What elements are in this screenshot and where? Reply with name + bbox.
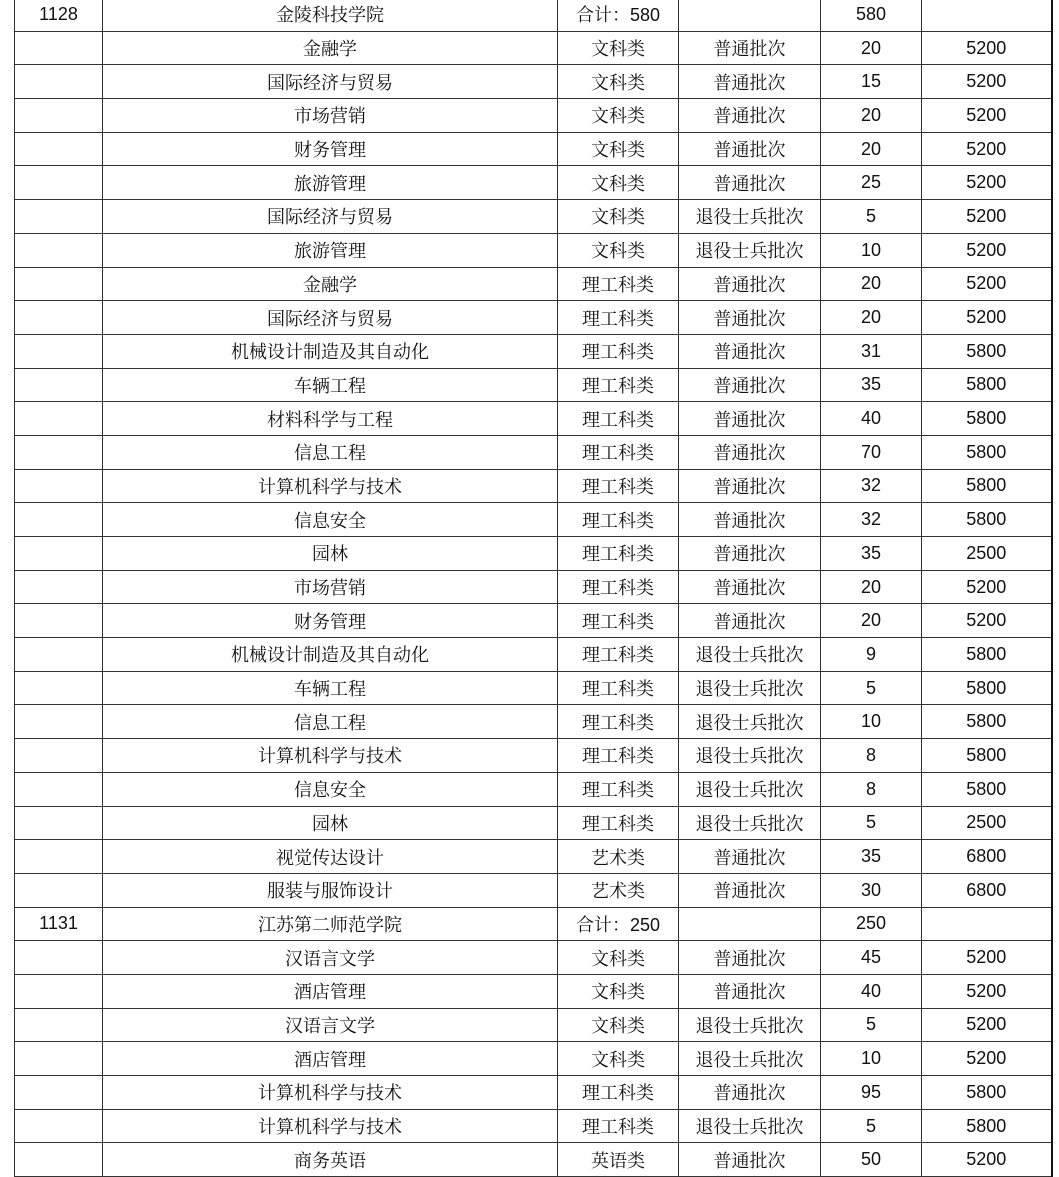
plan-count-cell: 5 bbox=[821, 200, 922, 234]
plan-count-cell: 20 bbox=[821, 604, 922, 638]
category-cell: 理工科类 bbox=[558, 537, 679, 571]
tuition-fee-cell: 5800 bbox=[922, 705, 1052, 739]
category-cell: 理工科类 bbox=[558, 638, 679, 672]
major-name-cell: 江苏第二师范学院 bbox=[103, 907, 558, 941]
major-name-cell: 视觉传达设计 bbox=[103, 840, 558, 874]
school-code-cell bbox=[15, 132, 103, 166]
major-name-cell: 计算机科学与技术 bbox=[103, 1109, 558, 1143]
plan-count-cell: 250 bbox=[821, 907, 922, 941]
school-code-cell bbox=[15, 166, 103, 200]
batch-cell: 普通批次 bbox=[679, 537, 821, 571]
tuition-fee-cell: 5800 bbox=[922, 334, 1052, 368]
category-cell: 文科类 bbox=[558, 1042, 679, 1076]
tuition-fee-cell: 5800 bbox=[922, 1109, 1052, 1143]
category-cell: 文科类 bbox=[558, 166, 679, 200]
major-name-cell: 金融学 bbox=[103, 31, 558, 65]
table-row bbox=[15, 334, 1052, 368]
category-cell: 理工科类 bbox=[558, 1076, 679, 1110]
school-code-cell bbox=[15, 671, 103, 705]
table-row bbox=[15, 671, 1052, 705]
plan-count-cell: 25 bbox=[821, 166, 922, 200]
table-row bbox=[15, 604, 1052, 638]
category-cell: 理工科类 bbox=[558, 469, 679, 503]
major-name-cell: 国际经济与贸易 bbox=[103, 200, 558, 234]
plan-count-cell: 5 bbox=[821, 806, 922, 840]
major-name-cell: 计算机科学与技术 bbox=[103, 469, 558, 503]
plan-count-cell: 15 bbox=[821, 65, 922, 99]
school-code-cell bbox=[15, 435, 103, 469]
major-name-cell: 机械设计制造及其自动化 bbox=[103, 638, 558, 672]
table-row bbox=[15, 301, 1052, 335]
tuition-fee-cell: 5200 bbox=[922, 31, 1052, 65]
tuition-fee-cell: 5200 bbox=[922, 604, 1052, 638]
batch-cell: 普通批次 bbox=[679, 99, 821, 133]
school-code-cell bbox=[15, 772, 103, 806]
major-name-cell: 服装与服饰设计 bbox=[103, 873, 558, 907]
plan-count-cell: 20 bbox=[821, 570, 922, 604]
batch-cell: 普通批次 bbox=[679, 941, 821, 975]
batch-cell: 普通批次 bbox=[679, 604, 821, 638]
school-code-cell bbox=[15, 537, 103, 571]
category-cell: 理工科类 bbox=[558, 267, 679, 301]
tuition-fee-cell: 5200 bbox=[922, 166, 1052, 200]
school-code-cell bbox=[15, 200, 103, 234]
school-code-cell bbox=[15, 267, 103, 301]
tuition-fee-cell: 5200 bbox=[922, 200, 1052, 234]
category-cell: 理工科类 bbox=[558, 301, 679, 335]
category-cell: 文科类 bbox=[558, 31, 679, 65]
major-name-cell: 财务管理 bbox=[103, 132, 558, 166]
table-row bbox=[15, 31, 1052, 65]
school-code-cell bbox=[15, 233, 103, 267]
batch-cell: 普通批次 bbox=[679, 503, 821, 537]
plan-count-cell: 40 bbox=[821, 974, 922, 1008]
tuition-fee-cell: 5200 bbox=[922, 1143, 1052, 1177]
batch-cell: 普通批次 bbox=[679, 435, 821, 469]
plan-count-cell: 35 bbox=[821, 840, 922, 874]
tuition-fee-cell: 5800 bbox=[922, 739, 1052, 773]
major-name-cell: 市场营销 bbox=[103, 99, 558, 133]
major-name-cell: 国际经济与贸易 bbox=[103, 301, 558, 335]
school-code-cell bbox=[15, 1008, 103, 1042]
category-cell: 文科类 bbox=[558, 99, 679, 133]
batch-cell: 退役士兵批次 bbox=[679, 1008, 821, 1042]
table-row bbox=[15, 941, 1052, 975]
plan-count-cell: 95 bbox=[821, 1076, 922, 1110]
table-row bbox=[15, 705, 1052, 739]
category-cell: 理工科类 bbox=[558, 705, 679, 739]
table-row bbox=[15, 435, 1052, 469]
plan-count-cell: 20 bbox=[821, 132, 922, 166]
major-name-cell: 信息安全 bbox=[103, 772, 558, 806]
school-code-cell bbox=[15, 570, 103, 604]
plan-count-cell: 45 bbox=[821, 941, 922, 975]
school-code-cell bbox=[15, 604, 103, 638]
school-total-row bbox=[15, 0, 1052, 31]
plan-count-cell: 20 bbox=[821, 267, 922, 301]
category-cell: 文科类 bbox=[558, 1008, 679, 1042]
major-name-cell: 商务英语 bbox=[103, 1143, 558, 1177]
tuition-fee-cell: 5200 bbox=[922, 974, 1052, 1008]
school-code-cell bbox=[15, 705, 103, 739]
batch-cell: 普通批次 bbox=[679, 31, 821, 65]
school-code-cell bbox=[15, 31, 103, 65]
table-row bbox=[15, 166, 1052, 200]
major-name-cell: 车辆工程 bbox=[103, 671, 558, 705]
table-body bbox=[15, 0, 1052, 1177]
plan-count-cell: 8 bbox=[821, 772, 922, 806]
category-cell: 理工科类 bbox=[558, 570, 679, 604]
school-code-cell bbox=[15, 974, 103, 1008]
plan-count-cell: 5 bbox=[821, 1008, 922, 1042]
table-row bbox=[15, 739, 1052, 773]
batch-cell: 普通批次 bbox=[679, 267, 821, 301]
category-cell: 文科类 bbox=[558, 132, 679, 166]
category-cell: 艺术类 bbox=[558, 840, 679, 874]
major-name-cell: 国际经济与贸易 bbox=[103, 65, 558, 99]
table-row bbox=[15, 503, 1052, 537]
category-cell: 理工科类 bbox=[558, 604, 679, 638]
school-code-cell: 1128 bbox=[15, 0, 103, 31]
batch-cell: 普通批次 bbox=[679, 65, 821, 99]
category-cell: 理工科类 bbox=[558, 402, 679, 436]
batch-cell: 普通批次 bbox=[679, 1143, 821, 1177]
batch-cell: 普通批次 bbox=[679, 974, 821, 1008]
tuition-fee-cell: 5200 bbox=[922, 941, 1052, 975]
category-cell: 合计：580 bbox=[558, 0, 679, 31]
tuition-fee-cell: 2500 bbox=[922, 537, 1052, 571]
tuition-fee-cell: 6800 bbox=[922, 873, 1052, 907]
major-name-cell: 财务管理 bbox=[103, 604, 558, 638]
table-row bbox=[15, 772, 1052, 806]
school-code-cell bbox=[15, 99, 103, 133]
batch-cell: 退役士兵批次 bbox=[679, 772, 821, 806]
table-row bbox=[15, 402, 1052, 436]
batch-cell bbox=[679, 907, 821, 941]
plan-count-cell: 32 bbox=[821, 503, 922, 537]
table-row bbox=[15, 368, 1052, 402]
batch-cell: 普通批次 bbox=[679, 840, 821, 874]
major-name-cell: 金陵科技学院 bbox=[103, 0, 558, 31]
plan-count-cell: 32 bbox=[821, 469, 922, 503]
batch-cell: 普通批次 bbox=[679, 469, 821, 503]
major-name-cell: 信息工程 bbox=[103, 705, 558, 739]
category-cell: 艺术类 bbox=[558, 873, 679, 907]
batch-cell: 普通批次 bbox=[679, 166, 821, 200]
category-cell: 理工科类 bbox=[558, 671, 679, 705]
batch-cell: 普通批次 bbox=[679, 873, 821, 907]
tuition-fee-cell: 5200 bbox=[922, 301, 1052, 335]
major-name-cell: 材料科学与工程 bbox=[103, 402, 558, 436]
batch-cell: 退役士兵批次 bbox=[679, 739, 821, 773]
category-cell: 理工科类 bbox=[558, 368, 679, 402]
table-row bbox=[15, 65, 1052, 99]
school-code-cell bbox=[15, 1109, 103, 1143]
category-cell: 理工科类 bbox=[558, 1109, 679, 1143]
plan-count-cell: 5 bbox=[821, 1109, 922, 1143]
batch-cell: 退役士兵批次 bbox=[679, 705, 821, 739]
plan-count-cell: 35 bbox=[821, 368, 922, 402]
major-name-cell: 信息工程 bbox=[103, 435, 558, 469]
plan-count-cell: 9 bbox=[821, 638, 922, 672]
school-code-cell bbox=[15, 469, 103, 503]
school-code-cell bbox=[15, 368, 103, 402]
major-name-cell: 旅游管理 bbox=[103, 233, 558, 267]
batch-cell: 普通批次 bbox=[679, 301, 821, 335]
table-row bbox=[15, 1143, 1052, 1177]
table-row bbox=[15, 1008, 1052, 1042]
batch-cell: 普通批次 bbox=[679, 132, 821, 166]
plan-count-cell: 20 bbox=[821, 301, 922, 335]
school-code-cell bbox=[15, 65, 103, 99]
major-name-cell: 金融学 bbox=[103, 267, 558, 301]
table-row bbox=[15, 267, 1052, 301]
batch-cell: 退役士兵批次 bbox=[679, 200, 821, 234]
plan-count-cell: 31 bbox=[821, 334, 922, 368]
major-name-cell: 汉语言文学 bbox=[103, 941, 558, 975]
table-row bbox=[15, 806, 1052, 840]
plan-count-cell: 35 bbox=[821, 537, 922, 571]
table-row bbox=[15, 1109, 1052, 1143]
batch-cell: 退役士兵批次 bbox=[679, 806, 821, 840]
school-code-cell bbox=[15, 301, 103, 335]
major-name-cell: 市场营销 bbox=[103, 570, 558, 604]
batch-cell: 退役士兵批次 bbox=[679, 233, 821, 267]
plan-count-cell: 30 bbox=[821, 873, 922, 907]
tuition-fee-cell bbox=[922, 0, 1052, 31]
table-row bbox=[15, 99, 1052, 133]
plan-count-cell: 50 bbox=[821, 1143, 922, 1177]
tuition-fee-cell: 5200 bbox=[922, 132, 1052, 166]
tuition-fee-cell: 5200 bbox=[922, 267, 1052, 301]
school-code-cell bbox=[15, 739, 103, 773]
category-cell: 理工科类 bbox=[558, 334, 679, 368]
tuition-fee-cell: 5800 bbox=[922, 772, 1052, 806]
plan-count-cell: 10 bbox=[821, 705, 922, 739]
batch-cell: 退役士兵批次 bbox=[679, 638, 821, 672]
major-name-cell: 车辆工程 bbox=[103, 368, 558, 402]
category-cell: 文科类 bbox=[558, 233, 679, 267]
tuition-fee-cell: 5200 bbox=[922, 1008, 1052, 1042]
tuition-fee-cell: 2500 bbox=[922, 806, 1052, 840]
table-row bbox=[15, 873, 1052, 907]
plan-count-cell: 5 bbox=[821, 671, 922, 705]
tuition-fee-cell: 5800 bbox=[922, 671, 1052, 705]
plan-count-cell: 8 bbox=[821, 739, 922, 773]
batch-cell: 普通批次 bbox=[679, 1076, 821, 1110]
category-cell: 文科类 bbox=[558, 941, 679, 975]
tuition-fee-cell: 5800 bbox=[922, 368, 1052, 402]
batch-cell: 普通批次 bbox=[679, 334, 821, 368]
batch-cell: 普通批次 bbox=[679, 402, 821, 436]
school-code-cell bbox=[15, 941, 103, 975]
plan-count-cell: 10 bbox=[821, 1042, 922, 1076]
major-name-cell: 信息安全 bbox=[103, 503, 558, 537]
category-cell: 英语类 bbox=[558, 1143, 679, 1177]
tuition-fee-cell: 5800 bbox=[922, 469, 1052, 503]
batch-cell: 退役士兵批次 bbox=[679, 1109, 821, 1143]
batch-cell: 退役士兵批次 bbox=[679, 1042, 821, 1076]
category-cell: 文科类 bbox=[558, 65, 679, 99]
tuition-fee-cell: 5800 bbox=[922, 638, 1052, 672]
tuition-fee-cell: 5200 bbox=[922, 99, 1052, 133]
plan-count-cell: 580 bbox=[821, 0, 922, 31]
enrollment-table bbox=[14, 0, 1053, 1177]
major-name-cell: 酒店管理 bbox=[103, 1042, 558, 1076]
category-cell: 理工科类 bbox=[558, 772, 679, 806]
major-name-cell: 酒店管理 bbox=[103, 974, 558, 1008]
category-cell: 合计：250 bbox=[558, 907, 679, 941]
tuition-fee-cell: 5800 bbox=[922, 435, 1052, 469]
tuition-fee-cell: 5200 bbox=[922, 233, 1052, 267]
table-row bbox=[15, 233, 1052, 267]
tuition-fee-cell: 5800 bbox=[922, 1076, 1052, 1110]
tuition-fee-cell: 5800 bbox=[922, 402, 1052, 436]
tuition-fee-cell: 5200 bbox=[922, 1042, 1052, 1076]
table-row bbox=[15, 537, 1052, 571]
plan-count-cell: 20 bbox=[821, 31, 922, 65]
table-row bbox=[15, 1042, 1052, 1076]
table-row bbox=[15, 570, 1052, 604]
plan-count-cell: 20 bbox=[821, 99, 922, 133]
tuition-fee-cell: 5200 bbox=[922, 570, 1052, 604]
table-row bbox=[15, 840, 1052, 874]
school-code-cell bbox=[15, 1042, 103, 1076]
table-row bbox=[15, 132, 1052, 166]
school-code-cell: 1131 bbox=[15, 907, 103, 941]
school-code-cell bbox=[15, 402, 103, 436]
major-name-cell: 计算机科学与技术 bbox=[103, 1076, 558, 1110]
batch-cell: 退役士兵批次 bbox=[679, 671, 821, 705]
category-cell: 文科类 bbox=[558, 200, 679, 234]
school-code-cell bbox=[15, 840, 103, 874]
school-code-cell bbox=[15, 806, 103, 840]
major-name-cell: 机械设计制造及其自动化 bbox=[103, 334, 558, 368]
school-code-cell bbox=[15, 334, 103, 368]
major-name-cell: 计算机科学与技术 bbox=[103, 739, 558, 773]
batch-cell bbox=[679, 0, 821, 31]
tuition-fee-cell: 5200 bbox=[922, 65, 1052, 99]
category-cell: 理工科类 bbox=[558, 435, 679, 469]
category-cell: 理工科类 bbox=[558, 806, 679, 840]
school-code-cell bbox=[15, 873, 103, 907]
table-row bbox=[15, 469, 1052, 503]
tuition-fee-cell: 6800 bbox=[922, 840, 1052, 874]
major-name-cell: 园林 bbox=[103, 806, 558, 840]
tuition-fee-cell: 5800 bbox=[922, 503, 1052, 537]
major-name-cell: 园林 bbox=[103, 537, 558, 571]
category-cell: 理工科类 bbox=[558, 739, 679, 773]
table-row bbox=[15, 638, 1052, 672]
school-code-cell bbox=[15, 1143, 103, 1177]
table-row bbox=[15, 974, 1052, 1008]
major-name-cell: 汉语言文学 bbox=[103, 1008, 558, 1042]
batch-cell: 普通批次 bbox=[679, 570, 821, 604]
school-code-cell bbox=[15, 638, 103, 672]
school-total-row bbox=[15, 907, 1052, 941]
category-cell: 文科类 bbox=[558, 974, 679, 1008]
major-name-cell: 旅游管理 bbox=[103, 166, 558, 200]
plan-count-cell: 10 bbox=[821, 233, 922, 267]
batch-cell: 普通批次 bbox=[679, 368, 821, 402]
category-cell: 理工科类 bbox=[558, 503, 679, 537]
table-row bbox=[15, 1076, 1052, 1110]
tuition-fee-cell bbox=[922, 907, 1052, 941]
school-code-cell bbox=[15, 1076, 103, 1110]
school-code-cell bbox=[15, 503, 103, 537]
table-row bbox=[15, 200, 1052, 234]
plan-count-cell: 70 bbox=[821, 435, 922, 469]
plan-count-cell: 40 bbox=[821, 402, 922, 436]
